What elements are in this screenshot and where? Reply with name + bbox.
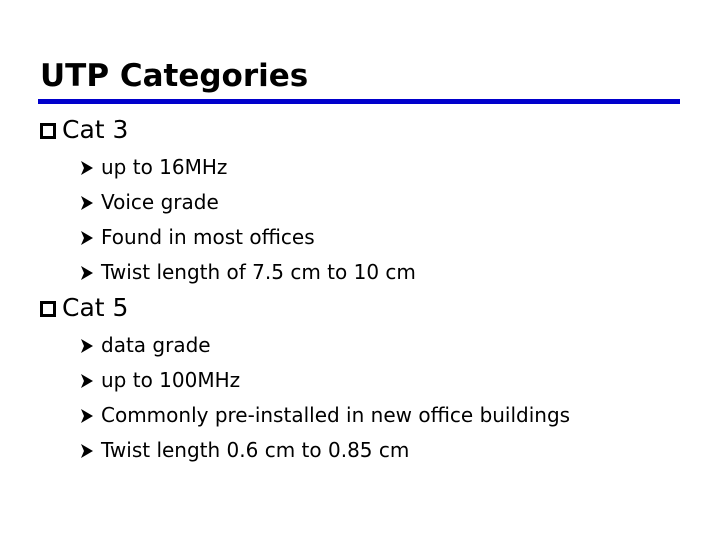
list-item (80, 398, 570, 433)
bullet-list (80, 328, 570, 468)
section-cat3 (40, 112, 416, 290)
list-item-label: up to 100MHz (101, 368, 241, 392)
square-box-icon (40, 301, 56, 317)
arrowhead-icon (80, 266, 94, 280)
list-item (80, 433, 570, 468)
section-heading (40, 112, 416, 148)
section-cat5 (40, 290, 570, 468)
list-item (80, 328, 570, 363)
square-box-icon (40, 123, 56, 139)
arrowhead-icon (80, 161, 94, 175)
list-item-label: Twist length 0.6 cm to 0.85 cm (101, 438, 410, 462)
list-item-label: Commonly pre-installed in new office buildings (101, 403, 571, 427)
list-item-label: Found in most offices (101, 225, 315, 249)
list-item-label: data grade (101, 333, 211, 357)
arrowhead-icon (80, 444, 94, 458)
list-item (80, 363, 570, 398)
arrowhead-icon (80, 339, 94, 353)
arrowhead-icon (80, 231, 94, 245)
arrowhead-icon (80, 374, 94, 388)
list-item-label: up to 16MHz (101, 155, 228, 179)
arrowhead-icon (80, 196, 94, 210)
section-label: Cat 5 (62, 293, 129, 322)
title-underline (38, 99, 680, 104)
slide-title: UTP Categories (40, 58, 309, 94)
section-heading (40, 290, 570, 326)
list-item-label: Voice grade (101, 190, 219, 214)
list-item (80, 220, 416, 255)
list-item (80, 185, 416, 220)
section-label: Cat 3 (62, 115, 129, 144)
bullet-list (80, 150, 416, 290)
list-item-label: Twist length of 7.5 cm to 10 cm (101, 260, 416, 284)
arrowhead-icon (80, 409, 94, 423)
list-item (80, 255, 416, 290)
list-item (80, 150, 416, 185)
